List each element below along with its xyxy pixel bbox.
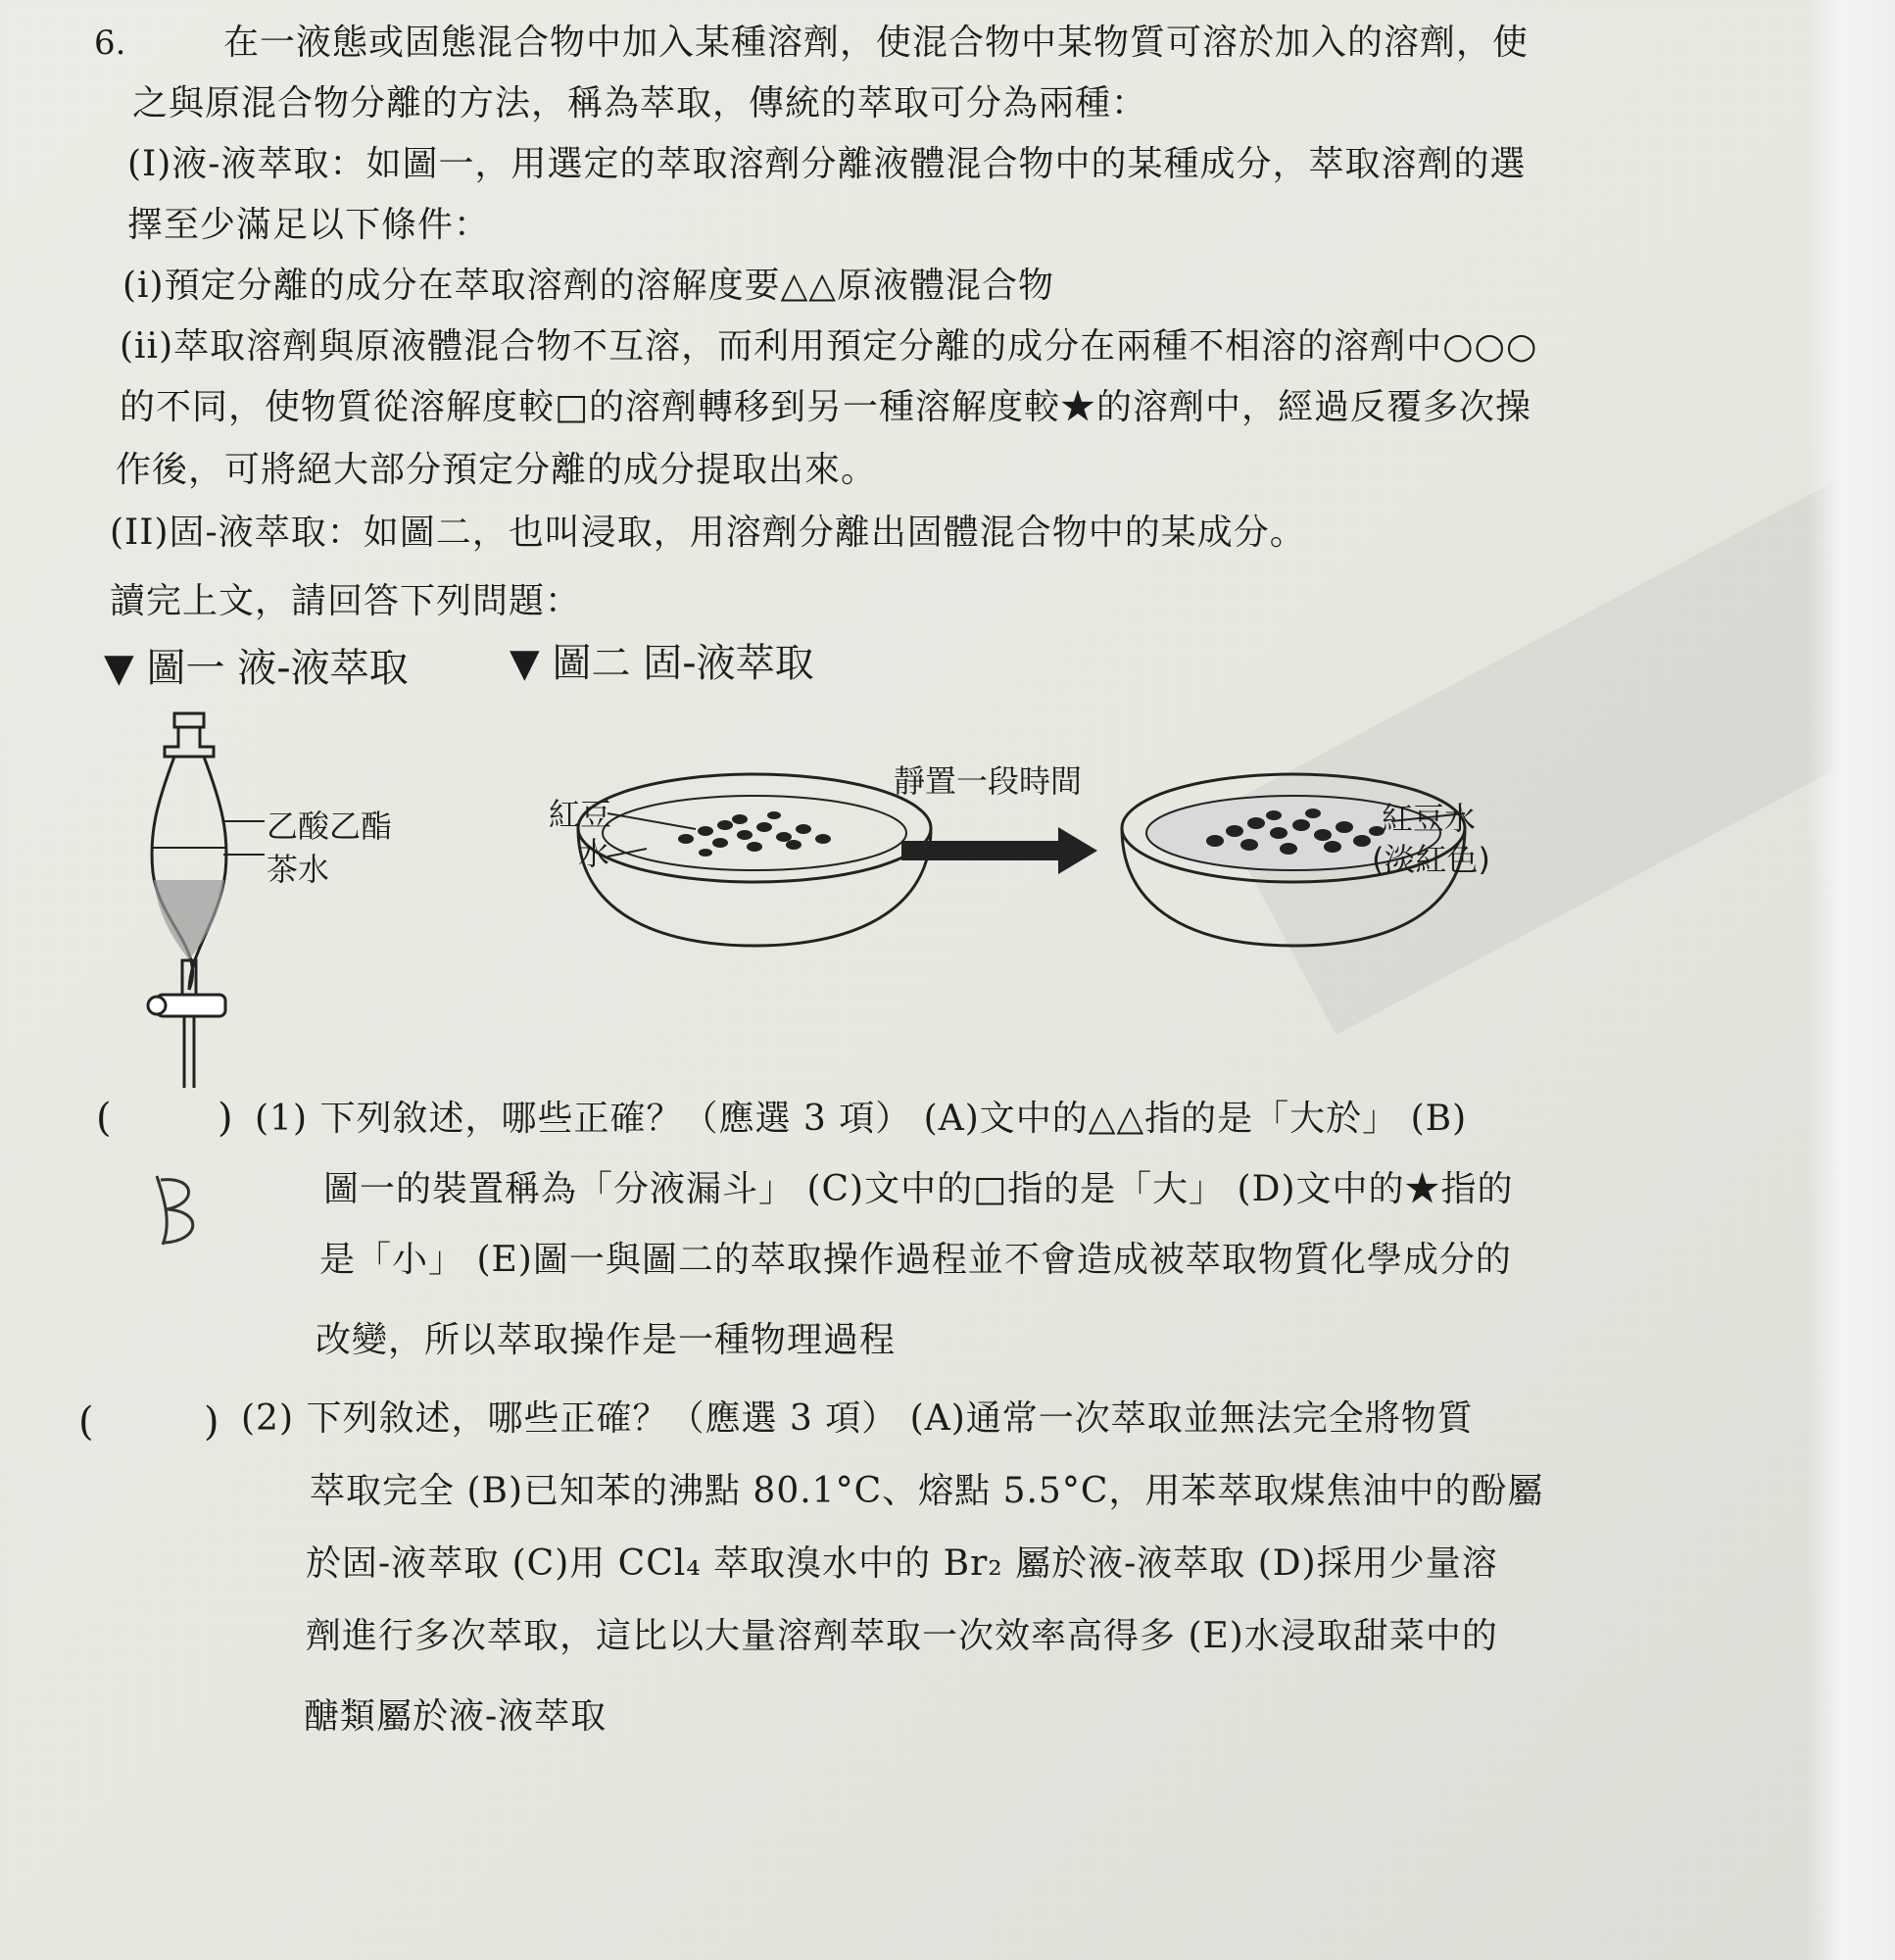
stem-line-5: (i)預定分離的成分在萃取溶劑的溶解度要△△原液體混合物 — [122, 266, 1054, 306]
label-red-beans: 紅豆 — [549, 796, 612, 833]
stem-line-10: 讀完上文，請回答下列問題： — [110, 581, 582, 621]
answer-blank-1-open: ( — [96, 1096, 112, 1141]
q2-line-1: (2) 下列敘述，哪些正確？（應選 3 項） (A)通常一次萃取並無法完全將物質 — [241, 1398, 1474, 1439]
figure1-title: ▼ 圖一 液-液萃取 — [104, 646, 409, 691]
label-ethyl-acetate: 乙酸乙酯 — [267, 808, 393, 845]
stem-line-8: 作後，可將絕大部分預定分離的成分提取出來。 — [116, 450, 878, 490]
stem-line-7: 的不同，使物質從溶解度較□的溶劑轉移到另一種溶解度較★的溶劑中，經過反覆多次操 — [120, 387, 1532, 427]
q1-line-3: 是「小」 (E)圖一與圖二的萃取操作過程並不會造成被萃取物質化學成分的 — [319, 1240, 1512, 1280]
page-edge — [1807, 0, 1895, 1960]
figure2-title: ▼ 圖二 固-液萃取 — [510, 641, 814, 686]
label-tea-water: 茶水 — [267, 851, 330, 888]
label-arrow-caption: 靜置一段時間 — [894, 762, 1083, 800]
answer-blank-2-close: ) — [204, 1399, 219, 1445]
q1-line-2: 圖一的裝置稱為「分液漏斗」 (C)文中的□指的是「大」 (D)文中的★指的 — [323, 1169, 1514, 1209]
answer-blank-2-open: ( — [78, 1399, 94, 1445]
q2-line-5: 醣類屬於液-液萃取 — [304, 1696, 607, 1737]
stem-line-1: 在一液態或固態混合物中加入某種溶劑，使混合物中某物質可溶於加入的溶劑，使 — [223, 23, 1530, 63]
question-number: 6. — [94, 24, 126, 63]
stem-line-6: (ii)萃取溶劑與原液體混合物不互溶，而利用預定分離的成分在兩種不相溶的溶劑中○○○ — [120, 326, 1538, 367]
label-light-red: (淡紅色) — [1372, 841, 1490, 878]
label-water: 水 — [578, 835, 610, 872]
stem-line-2: 之與原混合物分離的方法，稱為萃取，傳統的萃取可分為兩種： — [132, 83, 1148, 123]
label-red-bean-water: 紅豆水 — [1382, 800, 1477, 837]
q2-line-4: 劑進行多次萃取，這比以大量溶劑萃取一次效率高得多 (E)水浸取甜菜中的 — [306, 1616, 1498, 1656]
stem-line-9: (II)固-液萃取：如圖二，也叫浸取，用溶劑分離出固體混合物中的某成分。 — [110, 513, 1306, 553]
handwritten-answer-mark — [137, 1166, 216, 1254]
answer-blank-1-close: ) — [218, 1096, 233, 1141]
q2-line-2: 萃取完全 (B)已知苯的沸點 80.1°C、熔點 5.5°C，用苯萃取煤焦油中的酚屬 — [310, 1471, 1544, 1511]
q1-line-4: 改變，所以萃取操作是一種物理過程 — [316, 1320, 897, 1360]
stem-line-3: (I)液-液萃取：如圖一，用選定的萃取溶劑分離液體混合物中的某種成分，萃取溶劑的選 — [127, 144, 1527, 184]
q1-line-1: (1) 下列敘述，哪些正確？（應選 3 項） (A)文中的△△指的是「大於」 (B) — [255, 1099, 1468, 1139]
stem-line-4: 擇至少滿足以下條件： — [127, 205, 491, 245]
separatory-funnel-diagram — [118, 706, 451, 1098]
q2-line-3: 於固-液萃取 (C)用 CCl₄ 萃取溴水中的 Br₂ 屬於液-液萃取 (D)採用少量溶 — [306, 1544, 1498, 1584]
